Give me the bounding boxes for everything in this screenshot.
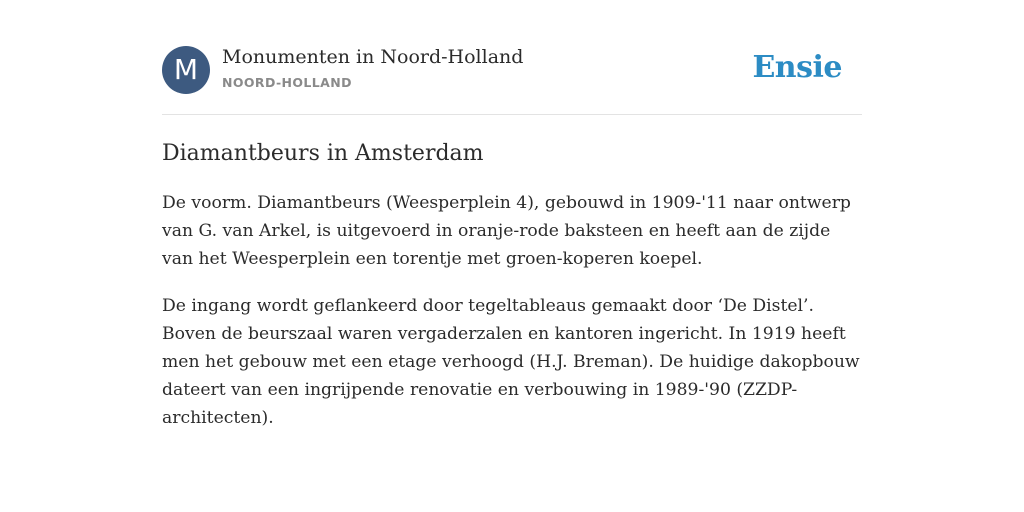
article-title: Diamantbeurs in Amsterdam — [162, 141, 484, 166]
ensie-logo[interactable]: Ensie — [752, 50, 842, 85]
article-paragraph-2: De ingang wordt geflankeerd door tegeltableaus gemaakt door ‘De Distel’. Boven de beurszaal waren vergaderzalen en kantoren ingericht. In 1919 heeft men het gebouw met een etage verhoogd (H.J. Breman). De huidige dakopbouw dateert van een ingrijpende renovatie en verbouwing in 1989-'90 (ZZDP-architecten). — [162, 296, 860, 428]
entry-card — [162, 46, 862, 432]
article-paragraph-1: De voorm. Diamantbeurs (Weesperplein 4), gebouwd in 1909-'11 naar ontwerp van G. van Arkel, is uitgevoerd in oranje-rode baksteen en heeft aan de zijde van het Weesperplein een torentje met groen-koperen koepel. — [162, 193, 851, 269]
collection-subtitle: NOORD-HOLLAND — [222, 75, 352, 90]
collection-title[interactable]: Monumenten in Noord-Holland — [222, 46, 524, 68]
avatar[interactable]: M — [162, 46, 210, 94]
entry-header — [162, 46, 862, 115]
